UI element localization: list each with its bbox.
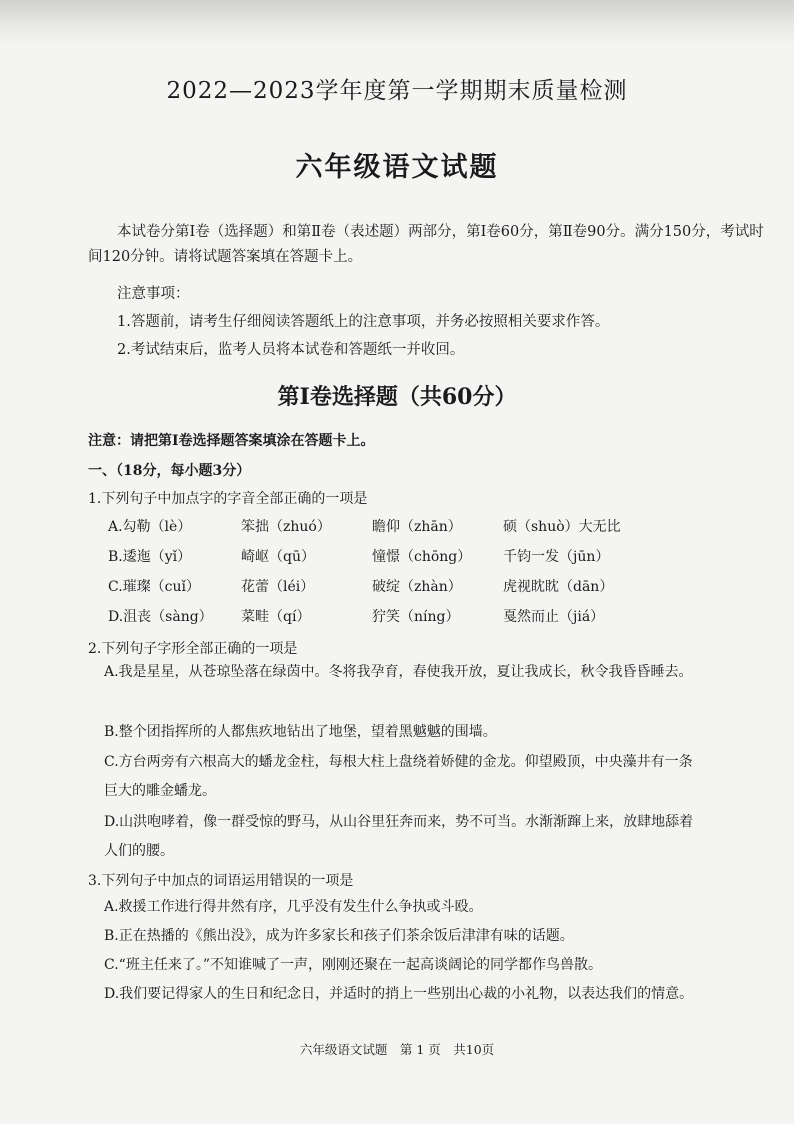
option-cell: 硕（shuò）大无比 [503, 519, 621, 535]
question-3-options [104, 893, 724, 1009]
notes-heading: 注意事项： [117, 286, 190, 302]
scan-shadow [0, 0, 794, 46]
option-row [108, 542, 768, 572]
option-cell: 菜畦（qí） [241, 609, 311, 625]
option-cell: 千钧一发（jūn） [503, 549, 610, 565]
question-2-stem: 2.下列句子字形全部正确的一项是 [88, 641, 298, 657]
notes-block [88, 280, 768, 364]
question-3-option-d: D.我们要记得家人的生日和纪念日，并适时的捎上一些别出心裁的小礼物，以表达我们的情意。 [104, 986, 694, 1002]
option-row [108, 512, 768, 542]
question-3-option-a: A.救援工作进行得井然有序，几乎没有发生什么争执或斗殴。 [104, 899, 483, 915]
question-3-option-b: B.正在热播的《熊出没》，成为许多家长和孩子们茶余饭后津津有味的话题。 [104, 928, 574, 944]
option-cell: C.璀璨（cuǐ） [108, 579, 200, 595]
question-3-stem: 3.下列句子中加点的词语运用错误的一项是 [88, 873, 354, 889]
exam-period-heading: 2022—2023学年度第一学期期末质量检测 [166, 78, 628, 104]
question-2-option-b: B.整个团指挥所的人都焦疚地钻出了地堡，望着黑魆魆的围墙。 [104, 724, 497, 740]
page-title: 六年级语文试题 [295, 152, 499, 183]
question-1-stem: 1.下列句子中加点字的字音全部正确的一项是 [88, 491, 368, 507]
option-cell: 戛然而止（jiá） [503, 609, 605, 625]
note-item: 2.考试结束后，监考人员将本试卷和答题纸一并收回。 [117, 342, 465, 358]
question-2-option-a: A.我是星星，从苍琼坠落在绿茵中。冬将我孕育，春使我开放，夏让我成长，秋令我昏昏睡去。 [104, 664, 693, 680]
option-cell: 笨拙（zhuó） [241, 519, 331, 535]
option-cell: 瞻仰（zhān） [372, 519, 462, 535]
option-cell: B.逶迤（yǐ） [108, 549, 192, 565]
page-footer: 六年级语文试题 第 1 页 共10页 [299, 1042, 495, 1057]
question-3-option-c: C.“班主任来了。”不知谁喊了一声，刚刚还聚在一起高谈阔论的同学都作鸟兽散。 [104, 957, 602, 973]
option-row [108, 572, 768, 602]
intro-paragraph: 本试卷分第Ⅰ卷（选择题）和第Ⅱ卷（表述题）两部分，第Ⅰ卷60分，第Ⅱ卷90分。满分150分，考试时间120分钟。请将试题答案填在答题卡上。 [88, 224, 764, 265]
option-cell: 憧憬（chōng） [372, 549, 472, 565]
section-notice: 注意：请把第Ⅰ卷选择题答案填涂在答题卡上。 [88, 433, 375, 449]
option-cell: 破绽（zhàn） [372, 579, 462, 595]
option-cell: A.勾勒（lè） [108, 519, 192, 535]
section-title: 第Ⅰ卷选择题（共60分） [277, 384, 517, 410]
option-cell: 狞笑（níng） [372, 609, 460, 625]
question-1-options [108, 512, 768, 632]
option-cell: 虎视眈眈（dān） [503, 579, 614, 595]
option-cell: D.沮丧（sàng） [108, 609, 213, 625]
option-cell: 崎岖（qū） [241, 549, 315, 565]
option-cell: 花蕾（léi） [241, 579, 315, 595]
note-item: 1.答题前，请考生仔细阅读答题纸上的注意事项，并务必按照相关要求作答。 [117, 314, 610, 330]
question-2-option-c: C.方台两旁有六根高大的蟠龙金柱，每根大柱上盘绕着娇健的金龙。仰望殿顶，中央藻井有一条巨大的雕金蟠龙。 [104, 754, 693, 799]
question-2-option-d: D.山洪咆哮着，像一群受惊的野马，从山谷里狂奔而来，势不可当。水渐渐蹿上来，放肆地舔着人们的腰。 [104, 814, 694, 859]
option-row [108, 602, 768, 632]
part-heading: 一、（18分，每小题3分） [88, 463, 251, 479]
